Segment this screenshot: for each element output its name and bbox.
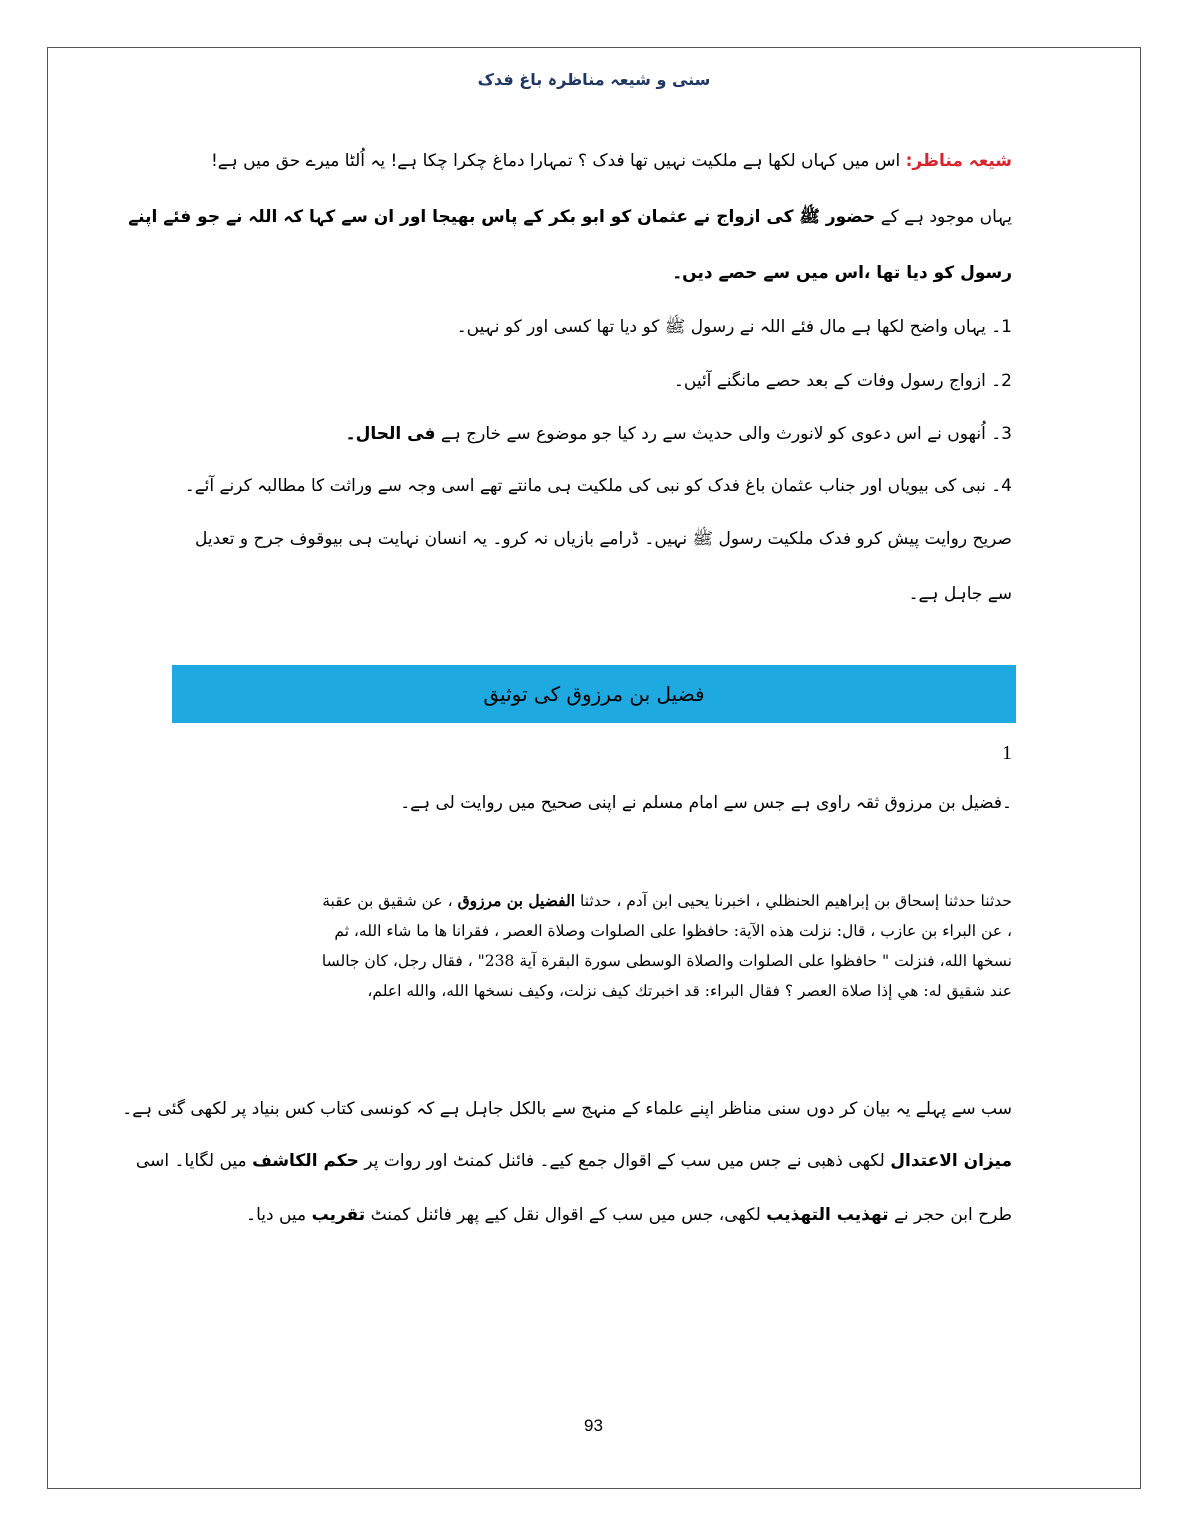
- bold-segment: فی الحال۔: [345, 424, 436, 444]
- arabic-line: عند شقيق له: هي إذا صلاة العصر ؟ فقال البراء: قد اخبرتك كيف نزلت، وكيف نسخها الله، والله اعلم،: [367, 982, 1012, 1000]
- text-segment: میں دیا۔: [246, 1205, 307, 1225]
- bold-segment: حکم الکاشف: [252, 1151, 359, 1171]
- text-segment: طرح ابن حجر نے: [893, 1205, 1012, 1225]
- bold-segment: میزان الاعتدال: [890, 1151, 1012, 1171]
- paragraph-line: سب سے پہلے یہ بیان کر دوں سنی مناظر اپنے علماء کے منہج سے بالکل جاہل ہے کہ کونسی کتاب کس بنیاد پر لکھی گئی ہے۔: [122, 1099, 1012, 1119]
- bold-segment: الفضيل بن مرزوق: [457, 891, 576, 910]
- page-header: سنی و شیعہ مناظرہ باغ فدک: [477, 70, 711, 89]
- arabic-line: ، عن البراء بن عازب ، قال: نزلت هذه الآية: حافظوا على الصلوات وصلاة العصر ، فقرانا ها ما شاء الله، ثم: [334, 922, 1012, 940]
- paragraph-shia-debater: [172, 150, 1012, 171]
- list-item: 1۔ یہاں واضح لکھا ہے مال فئے اللہ نے رسول ﷺ کو دیا تھا کسی اور کو نہیں۔: [456, 317, 1012, 337]
- section-banner: فضیل بن مرزوق کی توثیق: [172, 665, 1016, 723]
- paragraph-line: صریح روایت پیش کرو فدک ملکیت رسول ﷺ نہیں۔ ڈرامے بازیاں نہ کرو۔ یہ انسان نہایت ہی بیوقوف جرح و تعدیل: [195, 529, 1012, 549]
- item-number: 1: [1002, 742, 1012, 764]
- text-segment: میں لگایا۔ اسی: [135, 1151, 247, 1171]
- paragraph-line: ۔فضیل بن مرزوق ثقہ راوی ہے جس سے امام مسلم نے اپنی صحیح میں روایت لی ہے۔: [400, 793, 1012, 813]
- paragraph-line: رسول کو دیا تھا ،اس میں سے حصے دیں۔: [672, 263, 1012, 283]
- page-number: 93: [584, 1416, 603, 1435]
- list-item: 2۔ ازواج رسول وفات کے بعد حصے مانگنے آئیں۔: [673, 371, 1012, 391]
- paragraph-line: سے جاہل ہے۔: [908, 584, 1012, 604]
- paragraph-line: [135, 1150, 1012, 1171]
- list-item: [172, 423, 1012, 444]
- text-segment: ، عن شقيق بن عقبة: [322, 892, 453, 910]
- arabic-hadith: [172, 886, 1012, 1006]
- text-segment: لکھی ذھبی نے جس میں سب کے اقوال جمع کیے۔ فائنل کمنٹ اور روات پر: [364, 1151, 885, 1171]
- arabic-line: نسخها الله، فنزلت " حافظوا على الصلوات والصلاة الوسطى سورة البقرة آية 238" ، فقال رجل، كان جالسا: [321, 952, 1012, 970]
- bold-segment: حضور ﷺ کی ازواج نے عثمان کو ابو بکر کے پاس بھیجا اور ان سے کہا کہ اللہ نے جو فئے اپنے: [128, 207, 876, 227]
- paragraph-line: [128, 206, 1012, 231]
- arabic-line: [172, 886, 1012, 916]
- bold-segment: تھذیب التھذیب: [766, 1205, 889, 1225]
- speaker-label: شیعہ مناظر:: [905, 151, 1012, 171]
- paragraph-text: اس میں کہاں لکھا ہے ملکیت نہیں تھا فدک ؟ تمہارا دماغ چکرا چکا ہے! یہ اُلٹا میرے حق میں ہے!: [210, 151, 901, 171]
- paragraph-line: [172, 1204, 1012, 1225]
- bold-segment: تقریب: [311, 1205, 366, 1225]
- list-item: 4۔ نبی کی بیویاں اور جناب عثمان باغ فدک کو نبی کی ملکیت ہی مانتے تھے اسی وجہ سے وراثت کا مطالبہ کرنے آئے۔: [184, 476, 1012, 496]
- text-segment: یہاں موجود ہے کے: [880, 207, 1012, 227]
- text-segment: حدثنا حدثنا إسحاق بن إبراهيم الحنظلي ، اخبرنا يحيى ابن آدم ، حدثنا: [579, 892, 1012, 910]
- text-segment: لکھی، جس میں سب کے اقوال نقل کیے پھر فائنل کمنٹ: [370, 1205, 761, 1225]
- text-segment: 3۔ اُنھوں نے اس دعوی کو لانورث والی حدیث سے رد کیا جو موضوع سے خارج ہے: [440, 424, 1012, 444]
